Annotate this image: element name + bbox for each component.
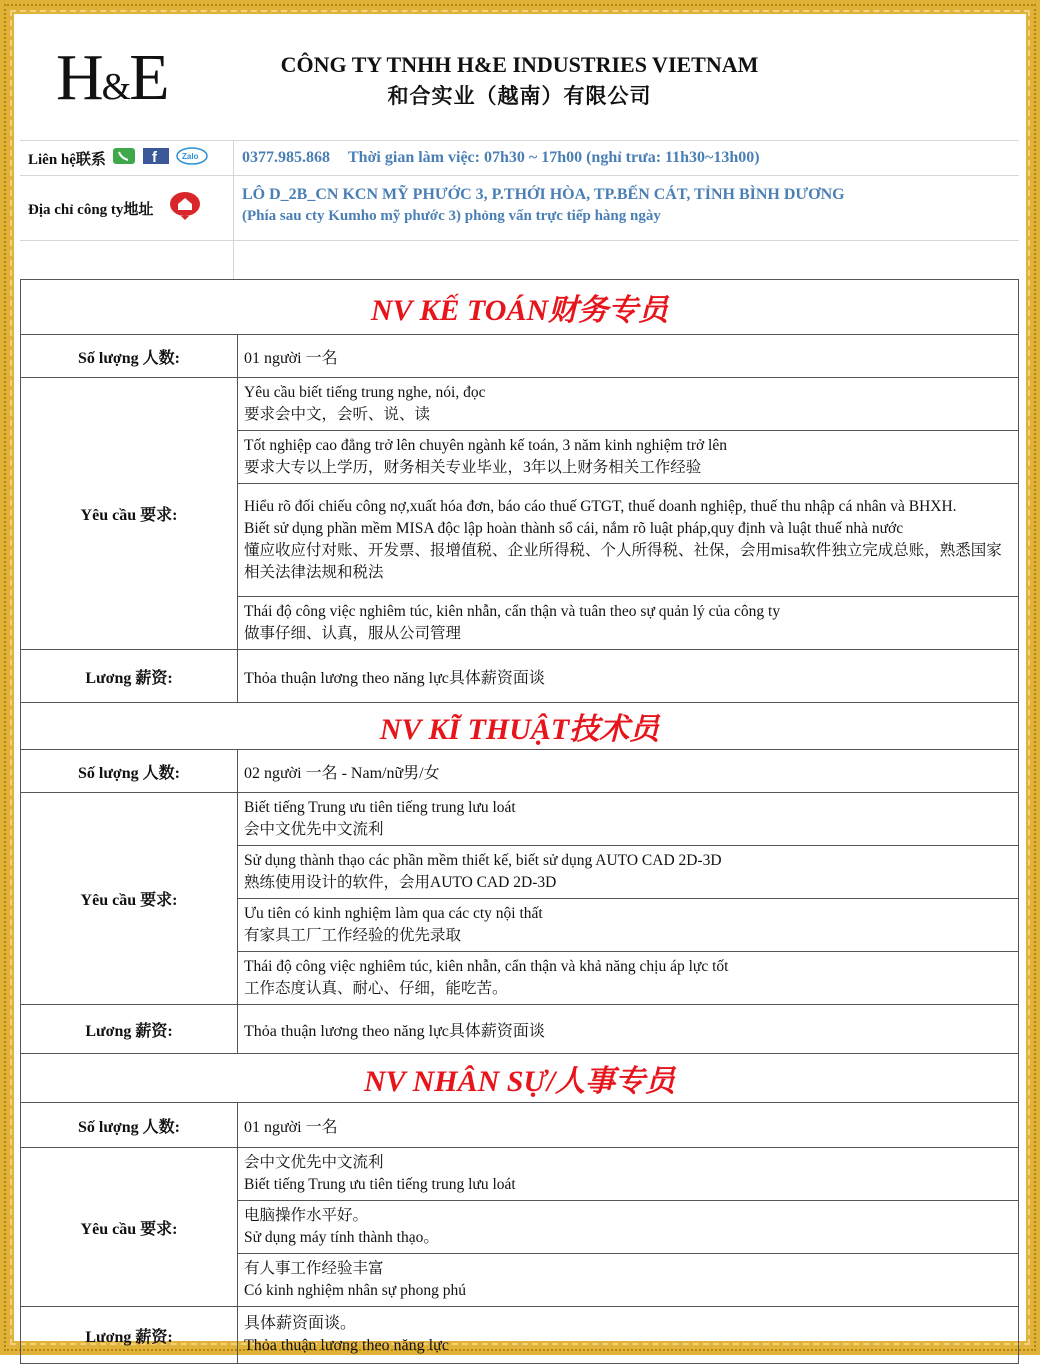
jobs-table [20,279,1019,1364]
company-name-vn: CÔNG TY TNHH H&E INDUSTRIES VIETNAM [280,52,759,77]
job-title: NV KẾ TOÁN财务专员 [21,280,1019,335]
company-name [20,52,1019,110]
facebook-icon [142,147,170,170]
job-title: NV KĨ THUẬT技术员 [21,703,1019,750]
job-poster [20,18,1019,1364]
requirements-list [238,1148,1019,1307]
svg-text:Zalo: Zalo [181,151,199,161]
requirements-list [238,378,1019,650]
requirement-item: 电脑操作水平好。 Sử dụng máy tính thành thạo。 [238,1201,1018,1254]
phone-icon [112,147,136,170]
address-line1: LÔ D_2B_CN KCN MỸ PHƯỚC 3, P.THỚI HÒA, TP.BẾN CÁT, TỈNH BÌNH DƯƠNG [242,186,845,203]
quantity-label: Số lượng 人数: [21,1103,238,1148]
quantity-label: Số lượng 人数: [21,335,238,378]
requirement-item: Hiểu rõ đối chiếu công nợ,xuất hóa đơn, báo cáo thuế GTGT, thuế doanh nghiệp, thuế thu nhập cá nhân và BHXH. Biết sử dụng phần mềm MISA độc lập hoàn thành sổ cái, nắm rõ luật pháp,quy định và luật thuế nhà nước 懂应收应付对账、开发票、报增值税、企业所得税、个人所得税、社保，会用misa软件独立完成总账，熟悉国家相关法律法规和税法 [238,484,1018,597]
working-hours: Thời gian làm việc: 07h30 ~ 17h00 (nghỉ trưa: 11h30~13h00) [348,149,760,166]
salary-value: Thỏa thuận lương theo năng lực具体薪资面谈 [238,650,1019,703]
requirement-item: Ưu tiên có kinh nghiệm làm qua các cty nội thất 有家具工厂工作经验的优先录取 [238,899,1018,952]
address-label: Địa chỉ công ty地址 [28,201,154,218]
salary-label: Lương 薪资: [21,1307,238,1364]
location-pin-icon [167,191,203,226]
requirements-label: Yêu cầu 要求: [21,378,238,650]
quantity-value: 01 người 一名 [238,335,1019,378]
svg-text:f: f [151,148,157,165]
salary-label: Lương 薪资: [21,650,238,703]
contact-label-cell [20,141,234,175]
contact-row [20,140,1019,175]
requirement-item: Sử dụng thành thạo các phần mềm thiết kế, biết sử dụng AUTO CAD 2D-3D 熟练使用设计的软件，会用AUTO CAD 2D-3D [238,846,1018,899]
requirement-item: 有人事工作经验丰富 Có kinh nghiệm nhân sự phong phú [244,1260,466,1299]
requirement-item: Biết tiếng Trung ưu tiên tiếng trung lưu loát 会中文优先中文流利 [238,793,1018,846]
zalo-icon [176,147,208,170]
requirement-item: 会中文优先中文流利 Biết tiếng Trung ưu tiên tiếng trung lưu loát [238,1148,1018,1201]
address-label-cell [20,176,234,240]
header [20,18,1019,140]
salary-value: Thỏa thuận lương theo năng lực具体薪资面谈 [238,1005,1019,1054]
requirement-item: Tốt nghiệp cao đẳng trở lên chuyên ngành kế toán, 3 năm kinh nghiệm trở lên 要求大专以上学历，财务相关专业毕业，3年以上财务相关工作经验 [238,431,1018,484]
requirement-item: Yêu cầu biết tiếng trung nghe, nói, đọc 要求会中文，会听、说、读 [238,378,1018,431]
requirement-item: Thái độ công việc nghiêm túc, kiên nhẫn, cẩn thận và khả năng chịu áp lực tốt 工作态度认真、耐心、仔细，能吃苦。 [244,958,729,997]
salary-label: Lương 薪资: [21,1005,238,1054]
address-line2: (Phía sau cty Kumho mỹ phước 3) phỏng vấn trực tiếp hàng ngày [242,208,661,224]
address-row [20,175,1019,240]
quantity-value: 02 người 一名 - Nam/nữ男/女 [238,750,1019,793]
phone-number[interactable]: 0377.985.868 [242,149,330,166]
contact-label: Liên hệ联系 [28,151,106,168]
requirement-item: Thái độ công việc nghiêm túc, kiên nhẫn, cẩn thận và tuân theo sự quản lý của công ty 做事仔细、认真，服从公司管理 [244,603,781,642]
requirements-label: Yêu cầu 要求: [21,793,238,1005]
job-title: NV NHÂN SỰ/人事专员 [21,1054,1019,1103]
address-value [234,176,1019,240]
quantity-value: 01 người 一名 [238,1103,1019,1148]
quantity-label: Số lượng 人数: [21,750,238,793]
contact-value [234,141,1019,175]
requirements-label: Yêu cầu 要求: [21,1148,238,1307]
company-name-cn: 和合实业（越南）有限公司 [387,84,652,108]
salary-value: 具体薪资面谈。 Thỏa thuận lương theo năng lực [238,1307,1019,1364]
empty-row [20,240,1019,279]
requirements-list [238,793,1019,1005]
company-logo: H&E [56,41,168,114]
